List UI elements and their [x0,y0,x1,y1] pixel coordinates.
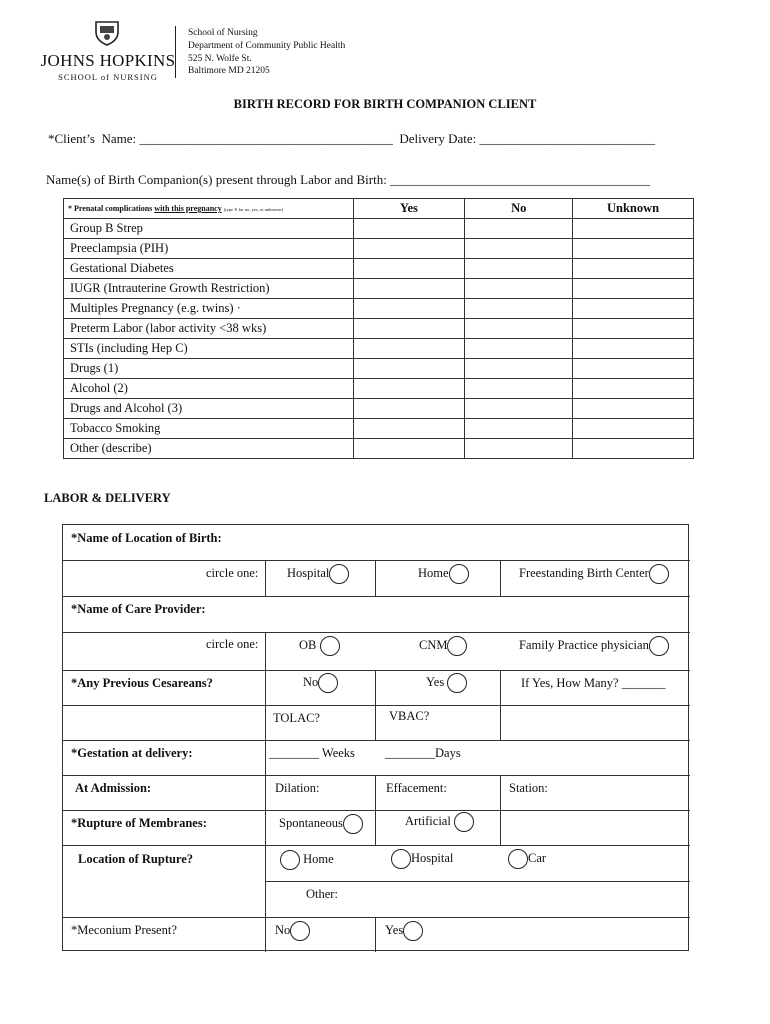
address-line: Baltimore MD 21205 [188,66,270,77]
yes-cell[interactable] [353,439,465,459]
circle-one-label: circle one: [206,637,259,651]
no-cell[interactable] [465,379,573,399]
spontaneous-option[interactable]: Spontaneous [279,814,363,834]
unknown-cell[interactable] [573,379,694,399]
radio-circle-icon[interactable] [508,849,528,869]
hospital-option[interactable]: Hospital [287,564,349,584]
radio-circle-icon[interactable] [290,921,310,941]
radio-circle-icon[interactable] [403,921,423,941]
table-row: STIs (including Hep C) [64,339,694,359]
unknown-cell[interactable] [573,259,694,279]
rupture-location-label: Location of Rupture? [78,852,194,866]
yes-cell[interactable] [353,359,465,379]
prenatal-header: * Prenatal complications with this pregnancy (type X for no, yes, or unknown) [64,199,354,219]
meconium-yes-option[interactable]: Yes [385,921,423,941]
no-cell[interactable] [465,359,573,379]
unknown-cell[interactable] [573,439,694,459]
tolac-field[interactable]: TOLAC? [273,711,320,725]
yes-cell[interactable] [353,279,465,299]
table-row: Drugs (1) [64,359,694,379]
table-row: Alcohol (2) [64,379,694,399]
section-title: LABOR & DELIVERY [44,491,171,505]
table-row: Preeclampsia (PIH) [64,239,694,259]
unknown-cell[interactable] [573,239,694,259]
no-cell[interactable] [465,439,573,459]
table-row: Group B Strep [64,219,694,239]
birth-companion-line[interactable]: Name(s) of Birth Companion(s) present through Labor and Birth: ________________________________________ [46,172,651,187]
logo-subtitle: SCHOOL of NURSING [58,72,158,82]
radio-circle-icon[interactable] [280,850,300,870]
radio-circle-icon[interactable] [391,849,411,869]
unknown-cell[interactable] [573,219,694,239]
no-cell[interactable] [465,219,573,239]
table-header-row [64,199,694,219]
unknown-cell[interactable] [573,279,694,299]
station-field[interactable]: Station: [509,781,548,795]
weeks-field[interactable]: ________ Weeks [269,746,355,760]
rupture-other-field[interactable]: Other: [306,887,338,901]
no-cell[interactable] [465,399,573,419]
gestation-label: *Gestation at delivery: [71,746,193,760]
no-cell[interactable] [465,259,573,279]
address-line: School of Nursing [188,28,258,38]
cnm-option[interactable]: CNM [419,636,467,656]
birth-center-option[interactable]: Freestanding Birth Center [519,564,669,584]
location-of-birth-label: *Name of Location of Birth: [71,531,222,545]
rupture-home-option[interactable]: Home [280,850,334,870]
circle-one-label: circle one: [206,566,259,580]
unknown-cell[interactable] [573,319,694,339]
col-no: No [465,199,573,219]
rupture-car-option[interactable]: Car [508,849,546,869]
yes-cell[interactable] [353,299,465,319]
no-cell[interactable] [465,319,573,339]
home-option[interactable]: Home [418,564,469,584]
labor-delivery-box [62,524,689,951]
page-title: BIRTH RECORD FOR BIRTH COMPANION CLIENT [233,97,537,111]
vbac-field[interactable]: VBAC? [389,709,430,723]
cesarean-yes-option[interactable]: Yes [426,673,467,693]
no-cell[interactable] [465,239,573,259]
table-row: Other (describe) [64,439,694,459]
unknown-cell[interactable] [573,339,694,359]
table-row: Preterm Labor (labor activity <38 wks) [64,319,694,339]
dilation-field[interactable]: Dilation: [275,781,320,795]
radio-circle-icon[interactable] [329,564,349,584]
radio-circle-icon[interactable] [449,564,469,584]
no-cell[interactable] [465,299,573,319]
table-row: Tobacco Smoking [64,419,694,439]
address-line: Department of Community Public Health [188,40,346,51]
address-line: 525 N. Wolfe St. [188,53,252,64]
radio-circle-icon[interactable] [318,673,338,693]
yes-cell[interactable] [353,399,465,419]
radio-circle-icon[interactable] [649,564,669,584]
effacement-field[interactable]: Effacement: [386,781,447,795]
days-field[interactable]: ________Days [385,746,461,760]
client-name-line[interactable]: *Client’s Name: _______________________________________ Delivery Date: ___________________________ [48,131,655,146]
address-block [188,27,345,78]
radio-circle-icon[interactable] [454,812,474,832]
how-many-field[interactable]: If Yes, How Many? _______ [521,676,666,690]
meconium-label: *Meconium Present? [71,923,177,937]
family-practice-option[interactable]: Family Practice physician [519,636,669,656]
yes-cell[interactable] [353,379,465,399]
rupture-hospital-option[interactable]: Hospital [391,849,453,869]
yes-cell[interactable] [353,239,465,259]
ob-option[interactable]: OB [299,636,340,656]
radio-circle-icon[interactable] [343,814,363,834]
table-row: Drugs and Alcohol (3) [64,399,694,419]
radio-circle-icon[interactable] [447,673,467,693]
logo-wordmark: JOHNS HOPKINS [40,51,176,70]
unknown-cell[interactable] [573,299,694,319]
yes-cell[interactable] [353,419,465,439]
admission-label: At Admission: [75,781,152,795]
unknown-cell[interactable] [573,399,694,419]
radio-circle-icon[interactable] [320,636,340,656]
col-yes: Yes [353,199,465,219]
table-row: Multiples Pregnancy (e.g. twins) · [64,299,694,319]
radio-circle-icon[interactable] [447,636,467,656]
table-row: Gestational Diabetes [64,259,694,279]
header-divider [175,26,176,78]
care-provider-label: *Name of Care Provider: [71,602,206,616]
table-row: IUGR (Intrauterine Growth Restriction) [64,279,694,299]
yes-cell[interactable] [353,219,465,239]
no-cell[interactable] [465,279,573,299]
unknown-cell[interactable] [573,419,694,439]
col-unknown: Unknown [573,199,694,219]
johns-hopkins-logo [38,18,178,88]
yes-cell[interactable] [353,319,465,339]
artificial-option[interactable]: Artificial [405,812,474,832]
yes-cell[interactable] [353,259,465,279]
no-cell[interactable] [465,419,573,439]
unknown-cell[interactable] [573,359,694,379]
cesarean-no-option[interactable]: No [303,673,338,693]
shield-icon [94,20,120,46]
previous-cesareans-label: *Any Previous Cesareans? [71,676,213,690]
radio-circle-icon[interactable] [649,636,669,656]
no-cell[interactable] [465,339,573,359]
meconium-no-option[interactable]: No [275,921,310,941]
yes-cell[interactable] [353,339,465,359]
prenatal-complications-table [63,198,694,459]
rupture-label: *Rupture of Membranes: [71,816,207,830]
